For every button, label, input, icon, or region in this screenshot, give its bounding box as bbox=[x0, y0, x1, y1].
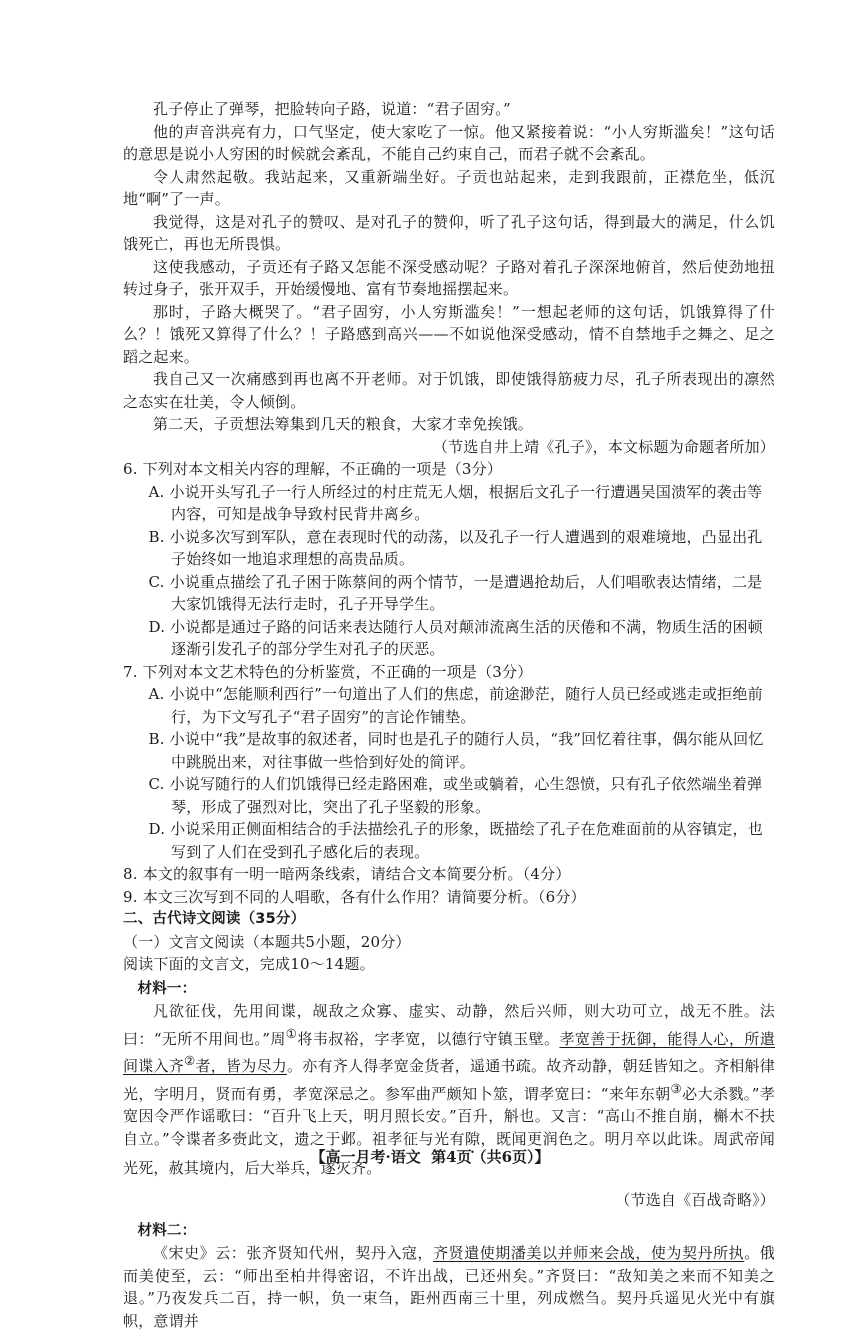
material-2-segment: 。俄而美使至，云：“师出至柏井得密诏，不许出战，已还州矣。”齐贤曰：“敌知美之来而不知美之退。”乃夜发兵二百，持一帜，负一束刍，距州西南三十里，列成燃刍。契丹兵遥见火光中有旗帜，意谓并 bbox=[123, 1244, 775, 1330]
footnote-marker: ② bbox=[184, 1053, 196, 1068]
material-1-segment: 将韦叔裕，字孝宽，以德行守镇玉壁。 bbox=[297, 1029, 560, 1048]
material-2-label: 材料二： bbox=[137, 1222, 197, 1239]
underlined-segment: 者，皆为尽力 bbox=[195, 1057, 287, 1075]
story-paragraph: 我自己又一次痛感到再也离不开老师。对于饥饿，即使饿得筋疲力尽，孔子所表现出的凛然之态实在壮美，令人倾倒。 bbox=[123, 370, 775, 411]
material-1-segment: ，既闻更润色之。明月卒以此诛。周武帝闻光死，赦其境内，后大举兵，遂灭齐。 bbox=[123, 1129, 775, 1177]
page-footer bbox=[0, 1146, 860, 1167]
material-1-source: （节选自《百战奇略》） bbox=[615, 1191, 775, 1209]
story-paragraph: 令人肃然起敬。我站起来，又重新端坐好。子贡也站起来，走到我跟前，正襟危坐，低沉地“啊”了一声。 bbox=[123, 167, 775, 208]
footnote-marker: ① bbox=[285, 1025, 298, 1041]
question-6-option-a: A. 小说开头写孔子一行人所经过的村庄荒无人烟，根据后文孔子一行遭遇吴国溃军的袭击等内容，可知是战争导致村民背井离乡。 bbox=[148, 482, 763, 523]
footnote-marker: ③ bbox=[670, 1080, 683, 1096]
story-paragraph: 这使我感动，子贡还有子路又怎能不深受感动呢？子路对着孔子深深地俯首，然后使劲地扭转过身子，张开双手，开始缓慢地、富有节奏地摇摆起来。 bbox=[123, 257, 775, 298]
story-source: （节选自井上靖《孔子》，本文标题为命题者所加） bbox=[432, 437, 775, 456]
section-subtitle: （一）文言文阅读（本题共5小题，20分） bbox=[123, 932, 411, 951]
material-1-segment: 必大杀戮。”孝宽因令严作谣歌曰：“百升飞上天，明月照长安。”百升，斛也。又言：“高山不推自崩，槲木不扶自立。”令谍者多赍此文，遗之于邺。祖孝征与光有 bbox=[123, 1084, 776, 1148]
question-7-option-c: C. 小说写随行的人们饥饿得已经走路困难，或坐或躺着，心生怨愤，只有孔子依然端坐着弹琴，形成了强烈对比，突出了孔子坚毅的形象。 bbox=[148, 775, 763, 816]
footer-course: 【高一月考·语文 bbox=[310, 1148, 421, 1166]
story-paragraph: 他的声音洪亮有力，口气坚定，使大家吃了一惊。他又紧接着说：“小人穷斯滥矣！”这句话的意思是说小人穷困的时候就会紊乱，不能自己约束自己，而君子就不会紊乱。 bbox=[123, 122, 775, 163]
emphasized-word: 隙 bbox=[465, 1129, 481, 1148]
story-paragraph: 那时，子路大概哭了。“君子固穷，小人穷斯滥矣！”一想起老师的这句话，饥饿算得了什么？！饿死又算得了什么？！子路感到高兴——不如说他深受感动，情不自禁地手之舞之、足之蹈之起来。 bbox=[123, 302, 775, 366]
story-paragraph: 孔子停止了弹琴，把脸转向子路，说道：“君子固穷。” bbox=[153, 100, 511, 118]
story-paragraph: 第二天，子贡想法筹集到几天的粮食，大家才幸免挨饿。 bbox=[153, 415, 534, 433]
section-instruction: 阅读下面的文言文，完成10～14题。 bbox=[123, 955, 375, 973]
story-paragraph: 我觉得，这是对孔子的赞叹、是对孔子的赞仰，听了孔子这句话，得到最大的满足，什么饥饿死亡，再也无所畏惧。 bbox=[123, 212, 775, 253]
material-1-segment: 。亦有齐人得孝宽金货者，遥通书疏。故齐动静，朝廷皆知之。齐相斛律光，字明月，贤而有勇，孝宽深忌之。参军曲严颇知卜筮，谓孝宽曰：“来年东朝 bbox=[123, 1057, 776, 1103]
question-7-option-d: D. 小说采用正侧面相结合的手法描绘孔子的形象，既描绘了孔子在危难面前的从容镇定，也写到了人们在受到孔子感化后的表现。 bbox=[148, 820, 763, 861]
material-2-segment: 《宋史》云：张齐贤知代州，契丹入寇， bbox=[153, 1244, 434, 1262]
question-8: 8. 本文的叙事有一明一暗两条线索，请结合文本简要分析。（4分） bbox=[123, 865, 571, 883]
question-7-stem: 7. 下列对本文艺术特色的分析鉴赏，不正确的一项是（3分） bbox=[123, 662, 533, 681]
material-1-label: 材料一： bbox=[137, 980, 197, 997]
question-6-stem: 6. 下列对本文相关内容的理解，不正确的一项是（3分） bbox=[123, 460, 503, 478]
material-1-segment: 凡欲征伐，先用间谍，觇敌之众寡、虚实、动静，然后兴师，则大功可立，战无不胜。法曰：“无所不用间也。”周 bbox=[123, 1002, 775, 1048]
material-2-text bbox=[123, 1242, 775, 1332]
footer-page-number: 第4页（共6页）】 bbox=[431, 1148, 550, 1166]
question-6-option-b: B. 小说多次写到军队，意在表现时代的动荡，以及孔子一行人遭遇到的艰难境地，凸显出孔子始终如一地追求理想的高贵品质。 bbox=[148, 527, 763, 568]
underlined-sentence: 齐贤遣使期潘美以并师来会战，使为契丹所执 bbox=[433, 1244, 745, 1262]
underlined-segment: 孝宽善于抚御，能得人心，所遣间谍入齐 bbox=[123, 1029, 775, 1075]
question-7-option-b: B. 小说中“我”是故事的叙述者，同时也是孔子的随行人员，“我”回忆着往事，偶尔能从回忆中跳脱出来，对往事做一些恰到好处的简评。 bbox=[148, 730, 764, 771]
question-7-option-a: A. 小说中“怎能顺利西行”一句道出了人们的焦虑，前途渺茫，随行人员已经或逃走或拒绝前行，为下文写孔子“君子固穷”的言论作铺垫。 bbox=[148, 685, 763, 726]
question-6-option-d: D. 小说都是通过子路的问话来表达随行人员对颠沛流离生活的厌倦和不满，物质生活的困顿逐渐引发孔子的部分学生对孔子的厌恶。 bbox=[148, 617, 763, 658]
section-title: 二、古代诗文阅读（35分） bbox=[123, 911, 306, 927]
question-6-option-c: C. 小说重点描绘了孔子困于陈蔡间的两个情节，一是遭遇抢劫后，人们唱歌表达情绪，二是大家饥饿得无法行走时，孔子开导学生。 bbox=[148, 572, 763, 613]
question-9: 9. 本文三次写到不同的人唱歌，各有什么作用？请简要分析。（6分） bbox=[123, 887, 586, 906]
